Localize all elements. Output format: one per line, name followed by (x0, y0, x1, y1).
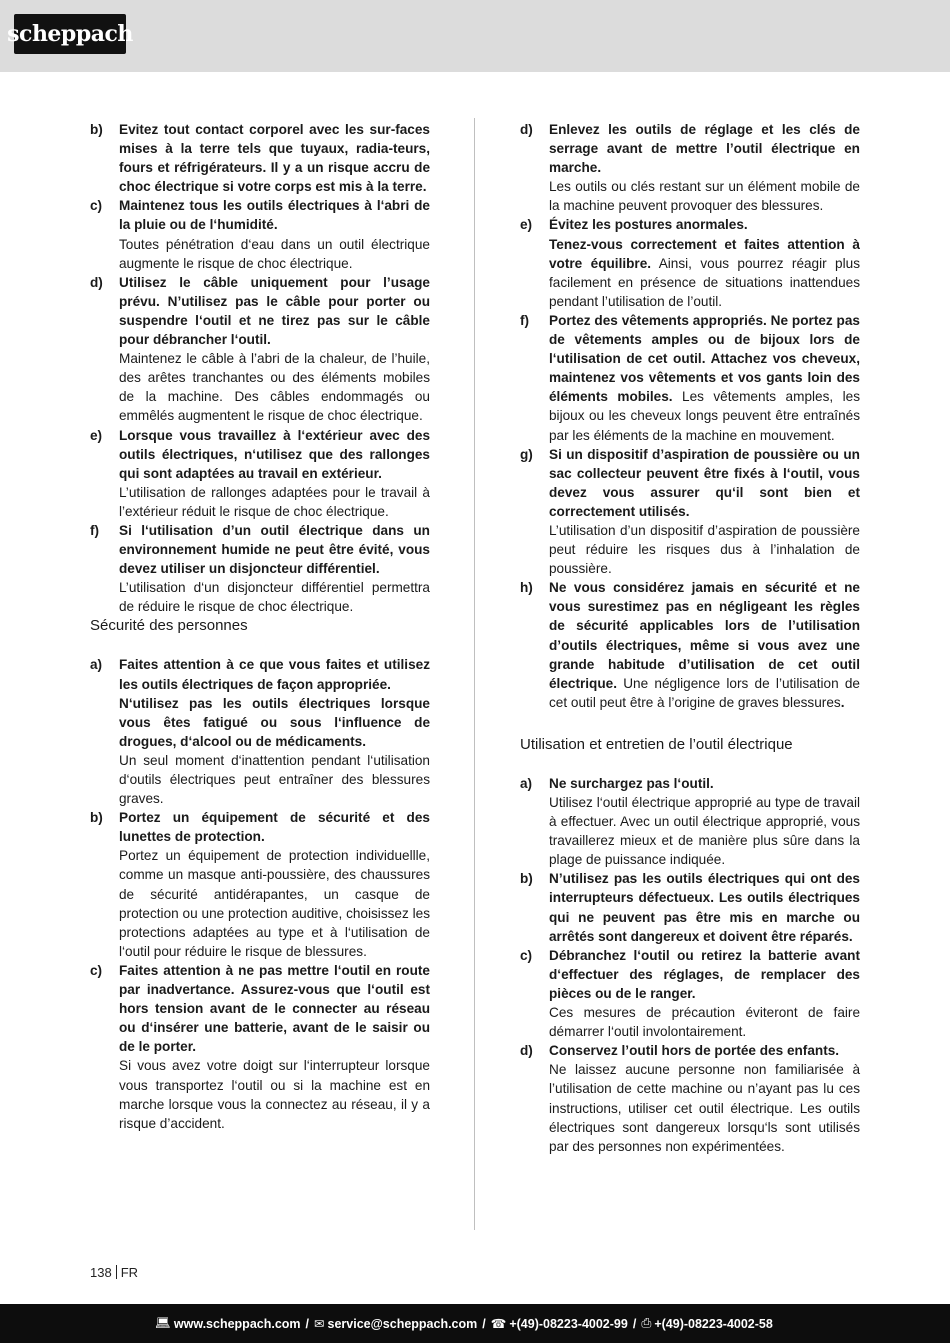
page-number-divider (116, 1265, 117, 1279)
website-link[interactable]: www.scheppach.com (173, 1316, 301, 1331)
computer-icon: 💻︎ (155, 1316, 171, 1330)
email-link[interactable]: service@scheppach.com (327, 1316, 478, 1331)
list-item: h) Ne vous considérez jamais en sécurité et ne vous surestimez pas en négligeant les règles de sécurité applicables lors de l’utilisation d’outils électriques, même si vous avez une grande habitude d’utilisation de cet outil électrique. Une négligence lors de l’utilisation de cet outil peut être à l’origine de graves blessures. (520, 580, 860, 710)
phone-number: +(49)-08223-4002-99 (509, 1316, 628, 1331)
list-item: e) Évitez les postures anormales. Tenez-vous correctement et faites attention à votre équilibre. Ainsi, vous pourrez réagir plus facilement en présence de situations inattendues pendant l’utilisation de l’outil. (520, 217, 860, 309)
phone-icon: ☎ (490, 1317, 507, 1331)
list-item: b) Evitez tout contact corporel avec les sur-faces mises à la terre tels que tuyaux, radia-teurs, fours et réfrigérateurs. Il y a un risque accru de choc électrique si votre corps est mis à la terre. (90, 122, 430, 195)
list-item: c) Débranchez l‘outil ou retirez la batterie avant d‘effectuer des réglages, de remplacer des pièces ou de le ranger. Ces mesures de précaution éviteront de faire démarrer l‘outil involontairement. (520, 947, 860, 1040)
section-heading: Sécurité des personnes (90, 617, 248, 635)
list-item: b) N’utilisez pas les outils électriques qui ont des interrupteurs défectueux. Les outils électriques qui ne peuvent pas être mis en marche ou arrêtés sont dangereux et doivent être réparés. (520, 871, 860, 944)
section-heading: Utilisation et entretien de l’outil électrique (520, 735, 793, 753)
list-item: a) Faites attention à ce que vous faites et utilisez les outils électriques de façon appropriée. N‘utilisez pas les outils électriques lorsque vous êtes fatigué ou sous l‘influence de drogues, d‘alcool ou de médicaments. Un seul moment d‘inattention pendant l‘utilisation d‘outils électriques peut entraîner des blessures graves. (90, 657, 430, 807)
list-item: c) Faites attention à ne pas mettre l‘outil en route par inadvertance. Assurez-vous que l‘outil est hors tension avant de le connecter au réseau ou d‘insérer une batterie, avant de le saisir ou de le porter. Si vous avez votre doigt sur l‘interrupteur lorsque vous transportez l‘outil ou si la machine est en marche lorsque vous la connectez au réseau, il y a risque d’accident. (90, 962, 430, 1131)
list-item: e) Lorsque vous travaillez à l‘extérieur avec des outils électriques, n‘utilisez que des rallonges qui sont adaptées au travail en extérieur. L’utilisation de rallonges adaptées pour le travail à l’extérieur réduit le risque de choc électrique. (90, 427, 430, 519)
list-item: f) Portez des vêtements appropriés. Ne portez pas de vêtements amples ou de bijoux lors de l‘utilisation de cet outil. Attachez vos cheveux, maintenez vos vêtements et vos gants loin des éléments mobiles. Les vêtements amples, les bijoux ou les cheveux longs peuvent être entraînés par les éléments de la machine en mouvement. (520, 312, 860, 443)
list-item: f) Si l‘utilisation d’un outil électrique dans un environnement humide ne peut être évité, vous devez utiliser un disjoncteur différentiel. L’utilisation d‘un disjoncteur différentiel permettra de réduire le risque de choc électrique. (90, 522, 430, 615)
left-column (90, 120, 430, 1133)
brand-logo: scheppach (14, 14, 126, 54)
page-header (0, 0, 950, 72)
right-column (520, 120, 860, 1156)
column-divider (474, 118, 475, 1230)
list-item: c) Maintenez tous les outils électriques à l‘abri de la pluie ou de l‘humidité. Toutes pénétration d‘eau dans un outil électrique augmente le risque de choc électrique. (90, 198, 430, 271)
page-footer: 💻︎ www.scheppach.com / ✉ service@scheppach.com / ☎ +(49)-08223-4002-99 / ⎙ +(49)-08223-4002-58 (0, 1304, 950, 1343)
list-item: a) Ne surchargez pas l‘outil. Utilisez l‘outil électrique approprié au type de travail à effectuer. Avec un outil électrique approprié, vous travaillerez mieux et de manière plus sûre dans la plage de puissance indiquée. (520, 775, 860, 868)
list-item: d) Utilisez le câble uniquement pour l’usage prévu. N’utilisez pas le câble pour porter ou suspendre l‘outil et ne tirez pas sur le câble pour débrancher l‘outil. Maintenez le câble à l’abri de la chaleur, de l’huile, des arêtes tranchantes ou des éléments mobiles de la machine. Des câbles endommagés ou emmêlés augmentent le risque de choc électrique. (90, 274, 430, 424)
list-item: b) Portez un équipement de sécurité et des lunettes de protection. Portez un équipement de protection individuellle, comme un masque anti-poussière, des chaussures de sécurité antidérapantes, un casque de protection ou une protection auditive, choisissez les protections adaptées au type et à l‘utilisation de l‘outil pour réduire le risque de blessures. (90, 810, 430, 959)
fax-number: +(49)-08223-4002-58 (654, 1316, 773, 1331)
list-item: g) Si un dispositif d’aspiration de poussière ou un sac collecteur peuvent être fixés à l‘outil, vous devez vous assurer qu‘il sont bien et correctement utilisés. L’utilisation d’un dispositif d’aspiration de poussière peut réduire les risques dus à l’inhalation de poussière. (520, 446, 860, 577)
page-number: 138 FR (90, 1265, 139, 1280)
mail-icon: ✉ (314, 1317, 325, 1331)
fax-icon: ⎙ (641, 1316, 652, 1330)
list-item: d) Enlevez les outils de réglage et les clés de serrage avant de mettre l’outil électrique en marche. Les outils ou clés restant sur un élément mobile de la machine peuvent provoquer des blessures. (520, 122, 860, 214)
list-item: d) Conservez l’outil hors de portée des enfants. Ne laissez aucune personne non familiarisée à l’utilisation de cette machine ou n’ayant pas lu ces instructions, utiliser cet outil électrique. Les outils électriques sont dangereux lorsqu‘ls sont utilisés par des personnes non expérimentées. (520, 1043, 860, 1154)
